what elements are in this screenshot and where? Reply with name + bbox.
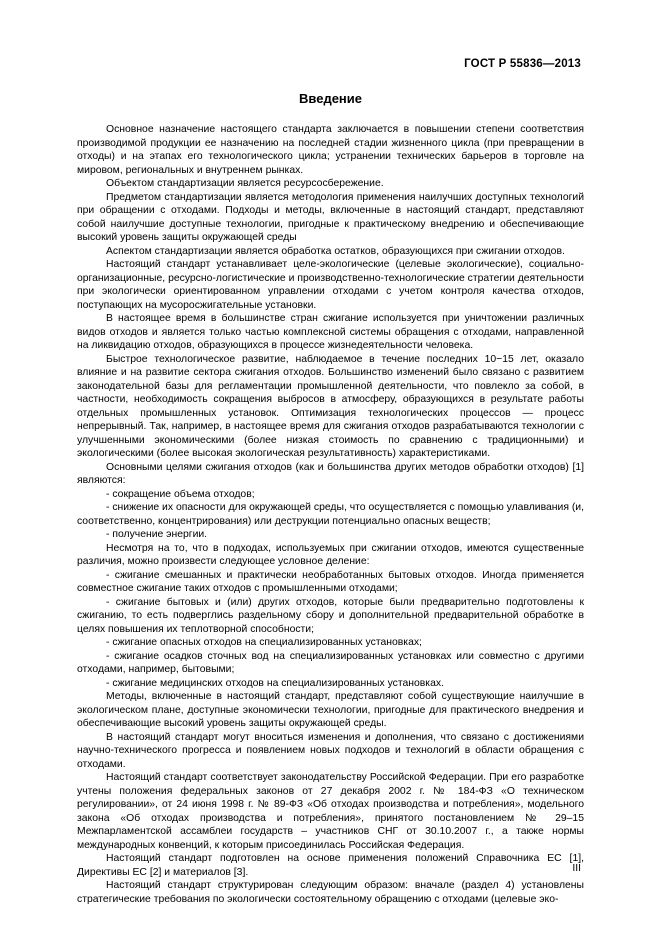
- page-number: III: [572, 863, 581, 874]
- paragraph: Предметом стандартизации является методология применения наилучших доступных технологий при обращении с отходами. Подходы и методы, включенные в настоящий стандарт, представляют собой наилучшие доступные технологии, пригодные к практическому внедрению и обеспечивающие высокий уровень защиты окружающей среды: [77, 191, 584, 243]
- paragraph: Настоящий стандарт соответствует законодательству Российской Федерации. При его разработке учтены положения федеральных законов от 27 декабря 2002 г. № 184-ФЗ «О техническом регулировании», от 24 июня 1998 г. № 89-ФЗ «Об отходах производства и потребления», модельного закона «Об отходах производства и потребления», принятого постановлением № 29–15 Межпарламентской ассамблеи государств – участников СНГ от 30.10.2007 г., а также нормы международных конвенций, к которым присоединилась Российская Федерация.: [77, 772, 584, 851]
- list-item: - сжигание смешанных и практически необработанных бытовых отходов. Иногда применяется совместное сжигание таких отходов с промышленными отходами;: [77, 569, 584, 594]
- paragraph: Объектом стандартизации является ресурсосбережение.: [106, 178, 384, 189]
- list-item: - сжигание опасных отходов на специализированных установках;: [106, 637, 422, 648]
- list-item: - сжигание медицинских отходов на специализированных установках.: [106, 677, 444, 689]
- paragraph: Несмотря на то, что в подходах, используемых при сжигании отходов, имеются существенные различия, можно произвести следующее условное деление:: [77, 542, 584, 567]
- list-item: - сжигание осадков сточных вод на специализированных установках или совместно с другими отходами, например, бытовыми;: [77, 650, 584, 675]
- paragraph: Основными целями сжигания отходов (как и большинства других методов обработки отходов) [1] являются:: [77, 461, 584, 486]
- paragraph: Основное назначение настоящего стандарта заключается в повышении степени соответствия производимой продукции ее назначению на последней стадии жизненного цикла (при превращении в отходы) и на этапах его технологического цикла; устранении технических барьеров в торговле на мировом, региональных и внутреннем рынках.: [77, 124, 584, 176]
- paragraph: Аспектом стандартизации является обработка остатков, образующихся при сжигании отходов.: [106, 245, 565, 257]
- list-item: - сжигание бытовых и (или) других отходов, которые были предварительно подготовлены к сжиганию, то есть подверглись раздельному сбору и дополнительной предварительной обработке в целях повышения их теплотворной способности;: [77, 596, 584, 635]
- paragraph: Настоящий стандарт структурирован следующим образом: вначале (раздел 4) установлены стратегические требования по экологически состоятельному обращению с отходами (целевые эко-: [77, 880, 584, 905]
- list-item: - снижение их опасности для окружающей среды, что осуществляется с помощью улавливания (и, соответственно, концентрирования) или деструкции потенциально опасных веществ;: [77, 502, 584, 527]
- paragraph: В настоящий стандарт могут вноситься изменения и дополнения, что связано с достижениями научно-технического прогресса и появлением новых подходов и технологий в области обращения с отходами.: [77, 731, 584, 770]
- standard-code: ГОСТ Р 55836—2013: [464, 58, 581, 70]
- section-title: Введение: [299, 91, 362, 106]
- document-body: [77, 123, 584, 906]
- paragraph: Настоящий стандарт устанавливает целе-экологические (целевые экологические), социально-организационные, ресурсно-логистические и производственно-технологические стратегии деятельности при экологически ориентированном управлении отходами с учетом контроля качества отходов, поступающих на мусоросжигательные установки.: [77, 259, 584, 311]
- list-item: - получение энергии.: [106, 529, 208, 540]
- paragraph: Настоящий стандарт подготовлен на основе применения положений Справочника ЕС [1], Директивы ЕС [2] и материалов [3].: [77, 853, 584, 878]
- list-item: - сокращение объема отходов;: [106, 488, 255, 500]
- paragraph: Быстрое технологическое развитие, наблюдаемое в течение последних 10−15 лет, оказало влияние и на развитие сектора сжигания отходов. Большинство изменений было связано с развитием законодательной базы для регламентации промышленной деятельности, что повлекло за собой, в частности, необходимость сокращения выбросов в атмосферу, образующихся в результате работы отдельных промышленных установок. Оптимизация технологических процессов — процесс непрерывный. Так, например, в настоящее время для сжигания отходов разрабатываются технологии с улучшенными экономическими (более низкая стоимость по сравнению с традиционными) и экологическими (более высокая экологическая результативность) характеристиками.: [77, 353, 584, 459]
- paragraph: Методы, включенные в настоящий стандарт, представляют собой существующие наилучшие в экологическом плане, доступные экономически технологии, пригодные для практического внедрения и обеспечивающие высокий уровень защиты окружающей среды.: [77, 691, 584, 729]
- paragraph: В настоящее время в большинстве стран сжигание используется при уничтожении различных видов отходов и является только частью комплексной системы обращения с отходами, направленной на ликвидацию отходов, образующихся в процессе жизнедеятельности человека.: [77, 313, 584, 351]
